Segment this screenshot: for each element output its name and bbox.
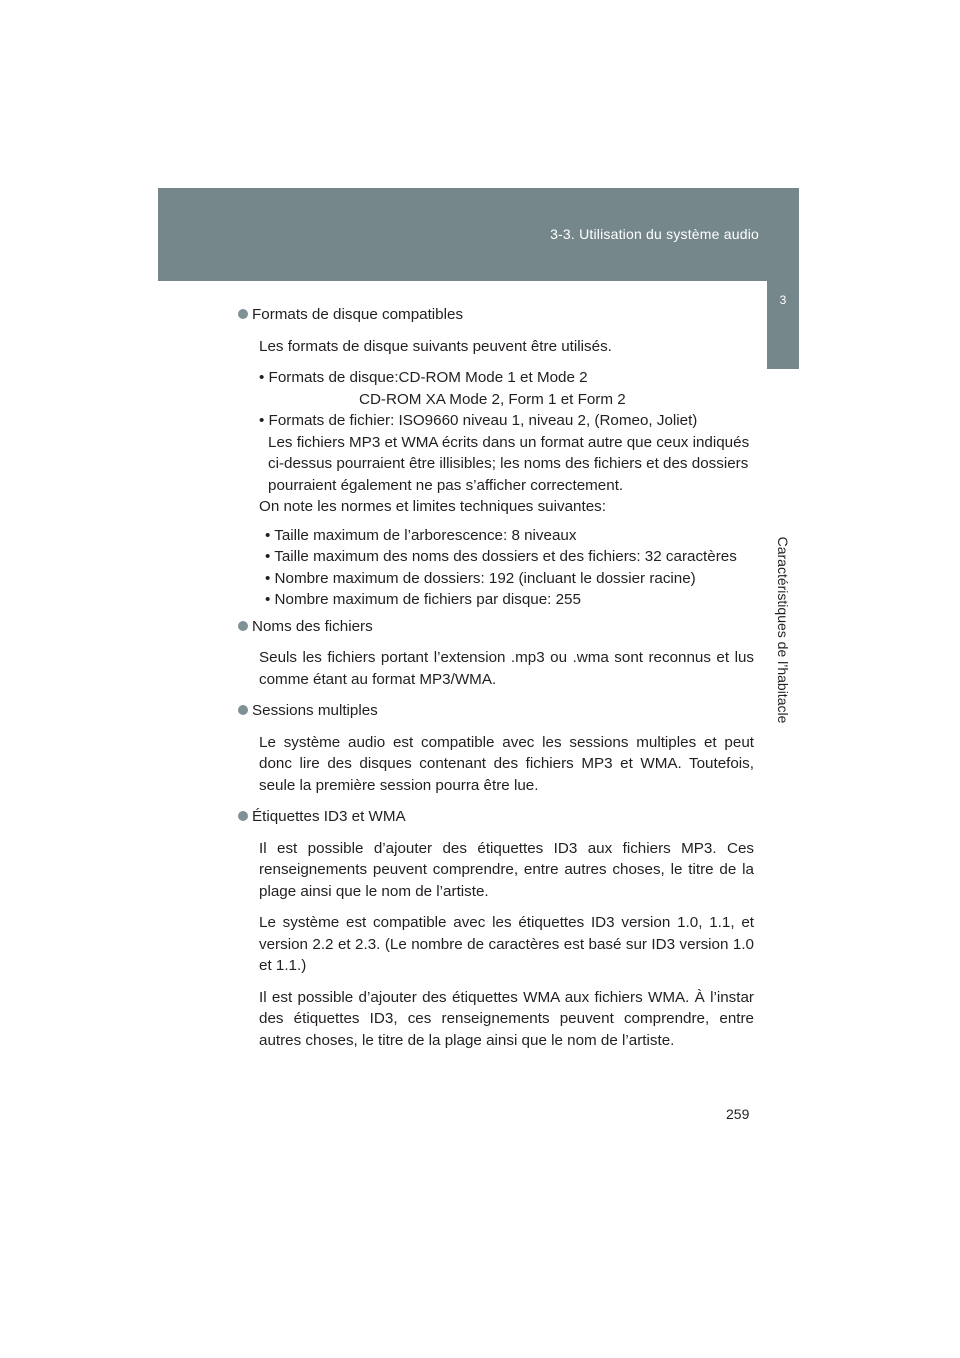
section-heading: Formats de disque compatibles — [238, 304, 754, 326]
bullet-dot-icon — [238, 705, 248, 715]
bullet-dot-icon — [238, 309, 248, 319]
chapter-tab — [767, 281, 799, 369]
list-item: • Nombre maximum de fichiers par disque: 255 — [265, 591, 581, 608]
chapter-label: Caractéristiques de l’habitacle — [775, 536, 791, 724]
section-header-bar — [158, 188, 799, 281]
paragraph: Le système est compatible avec les étiquettes ID3 version 1.0, 1.1, et version 2.2 et 2.3. (Le nombre de caractères est basé sur ID3 version 1.0 et 1.1.) — [259, 914, 754, 974]
paragraph: Il est possible d’ajouter des étiquettes WMA aux fichiers WMA. À l’instar des étiquettes ID3, ces renseignements peuvent comprendre, entre autres choses, le titre de la plage ainsi que le nom de l’artiste. — [259, 988, 754, 1049]
list-item: • Nombre maximum de dossiers: 192 (incluant le dossier racine) — [265, 569, 696, 587]
bullet-dot-icon — [238, 811, 248, 821]
page-number: 259 — [726, 1106, 750, 1122]
chapter-number: 3 — [779, 293, 787, 307]
paragraph: Les formats de disque suivants peuvent être utilisés. — [259, 337, 612, 355]
section-heading: Noms des fichiers — [238, 616, 754, 638]
page-content — [238, 304, 754, 1061]
list-item: • Taille maximum des noms des dossiers et des fichiers: 32 caractères — [265, 548, 737, 565]
paragraph: Il est possible d’ajouter des étiquettes ID3 aux fichiers MP3. Ces renseignements peuvent comprendre, entre autres choses, le titre de la plage ainsi que le nom de l’artiste. — [259, 839, 754, 900]
disk-format-spec: • Formats de disque:CD-ROM Mode 1 et Mode 2 CD-ROM XA Mode 2, Form 1 et Form 2 • Formats de fichier: ISO9660 niveau 1, niveau 2, (Romeo, Joliet) Les fichiers MP3 et WMA écrits dans un format autre que ceux indiqués ci-dessus pourraient être illisibles; les noms des fichiers et des dossiers pourraient également ne pas s’afficher correctement. On note les normes et limites techniques suivantes: — [259, 369, 750, 515]
section-heading: Sessions multiples — [238, 700, 754, 722]
section-title: 3-3. Utilisation du système audio — [550, 226, 759, 242]
limits-list — [259, 525, 754, 611]
paragraph: Le système audio est compatible avec les sessions multiples et peut donc lire des disques contenant des fichiers MP3 et WMA. Toutefois, seule la première session pourra être lue. — [259, 733, 754, 794]
bullet-dot-icon — [238, 621, 248, 631]
list-item: • Taille maximum de l’arborescence: 8 niveaux — [265, 526, 577, 544]
section-heading: Étiquettes ID3 et WMA — [238, 806, 754, 828]
paragraph: Seuls les fichiers portant l’extension .mp3 ou .wma sont reconnus et lus comme étant au format MP3/WMA. — [259, 649, 754, 688]
